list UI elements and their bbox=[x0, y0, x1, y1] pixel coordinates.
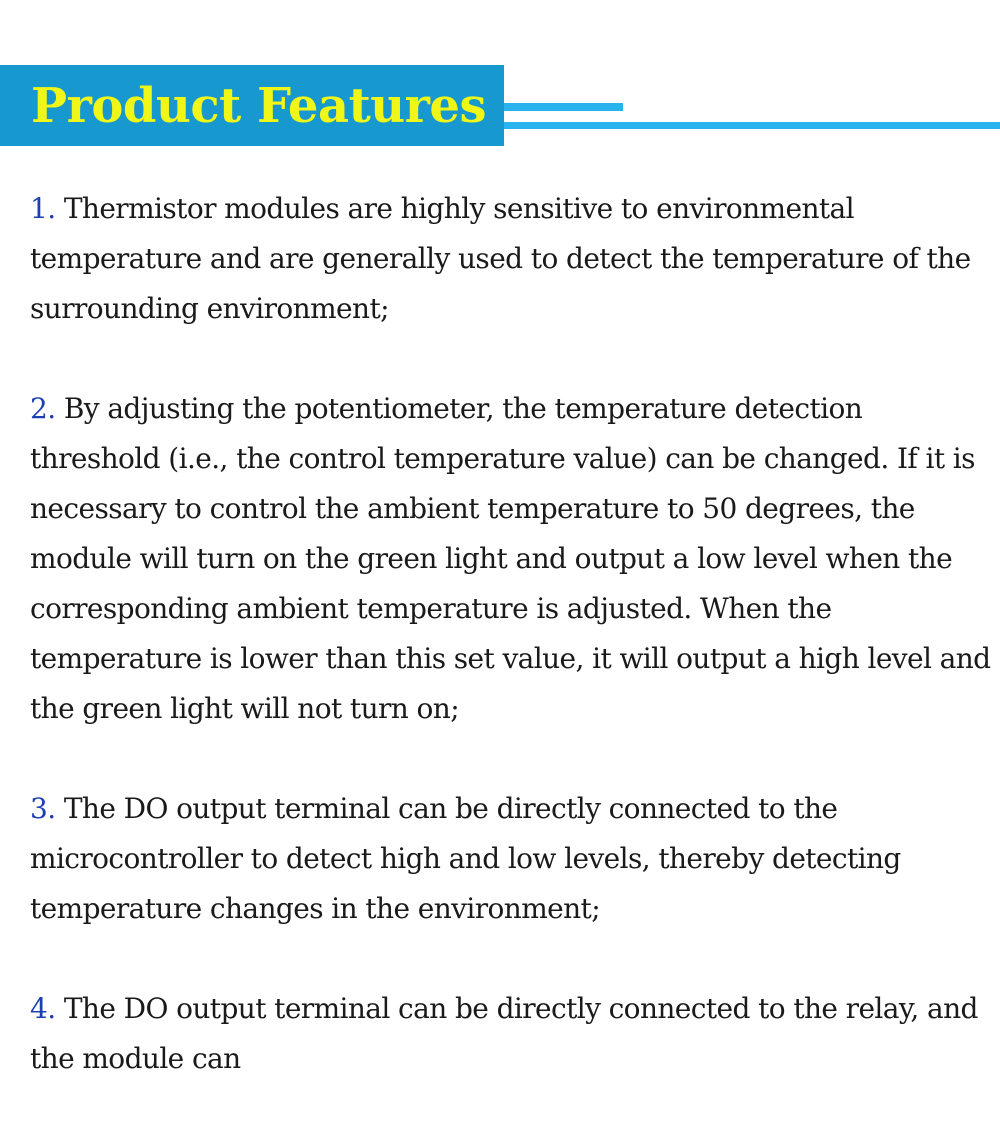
feature-number: 2. bbox=[30, 392, 56, 425]
header-rule-long bbox=[504, 122, 1000, 129]
header-rule-short bbox=[504, 103, 623, 111]
feature-text: The DO output terminal can be directly connected to the relay, and the module can bbox=[30, 992, 978, 1075]
page-title: Product Features bbox=[31, 78, 486, 134]
feature-list bbox=[30, 184, 995, 1134]
feature-item-2 bbox=[30, 384, 995, 734]
feature-item-1 bbox=[30, 184, 995, 334]
feature-text: Thermistor modules are highly sensitive to environmental temperature and are generally used to detect the temperature of the surrounding environment; bbox=[30, 192, 971, 325]
feature-text: By adjusting the potentiometer, the temperature detection threshold (i.e., the control temperature value) can be changed. If it is necessary to control the ambient temperature to 50 degrees, the module will turn on the green light and output a low level when the corresponding ambient temperature is adjusted. When the temperature is lower than this set value, it will output a high level and the green light will not turn on; bbox=[30, 392, 991, 725]
feature-number: 3. bbox=[30, 792, 56, 825]
feature-item-3 bbox=[30, 784, 995, 934]
feature-text: The DO output terminal can be directly connected to the microcontroller to detect high and low levels, thereby detecting temperature changes in the environment; bbox=[30, 792, 901, 925]
feature-number: 4. bbox=[30, 992, 56, 1025]
feature-item-4 bbox=[30, 984, 995, 1084]
feature-number: 1. bbox=[30, 192, 56, 225]
